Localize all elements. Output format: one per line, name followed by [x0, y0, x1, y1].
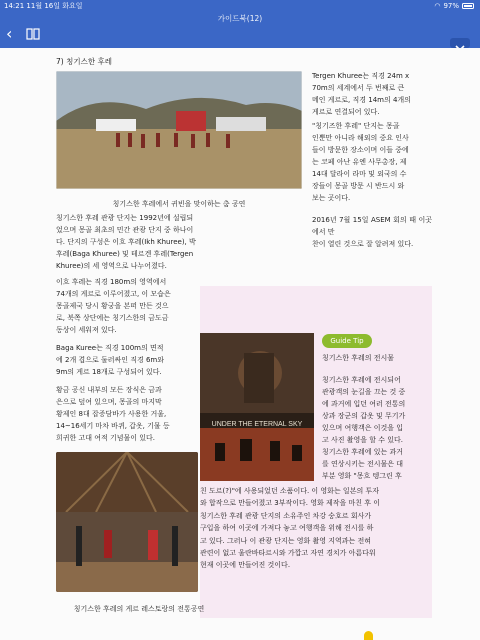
back-arrow-icon[interactable]: ‹	[6, 24, 13, 43]
section-heading: 7) 칭기스한 후레	[56, 57, 112, 66]
battery-percent: 97%	[443, 2, 459, 10]
tip-side-text: 칭기스한 후레에 전시되어 관광객의 눈길을 끄는 것 중 에 과거에 입던 여러 전통의 상과 장군의 갑옷 및 무기가 있으며 여행객은 이것을 입 고 사진 촬영을 할 수 있다. 칭기스한 후레에 있는 과거 를 연상시키는 전시물은 대 부분 영화 "몽흐 텡그린 후	[322, 376, 406, 480]
bottom-photo-caption: 칭기스한 후레의 게르 레스토랑의 전통공연	[73, 605, 205, 613]
tip-title: 칭기스한 후레의 전시물	[322, 354, 395, 362]
movie-poster-image	[200, 333, 314, 481]
book-page	[0, 48, 480, 640]
collapse-button[interactable]	[450, 38, 470, 48]
right-column-text: Tergen Khuree는 직경 24m x 70m의 세계에서 두 번째로 큰 메인 게르로, 직경 14m의 4개의 게르로 연결되어 있다. "칭기즈한 후레" 단지는 몽골 인뿐만 아니라 해외의 중요 인사 들이 방문한 장소이며 이들 중에 는 코페 아난 유엔 사무총장, 제 14대 달라이 라마 및 외국의 수 장들이 몽골 방문 시 반드시 와 보는 곳이다.	[312, 72, 411, 202]
poster-title-text: UNDER THE ETERNAL SKY	[211, 421, 303, 428]
nav-title: 가이드북(12)	[217, 14, 263, 23]
left-column-baga: Baga Kuree는 직경 100m의 면적 에 2개 겹으로 둘러싸인 직경 6m와 9m의 게르 18개로 구성되어 있다.	[56, 344, 164, 376]
guide-tip-badge: Guide Tip	[322, 334, 372, 348]
top-photo-caption: 칭기스한 후레에서 귀빈을 맞이하는 춤 공연	[112, 200, 246, 208]
nav-bar	[0, 12, 480, 48]
ger-restaurant-photo	[56, 452, 198, 592]
book-icon[interactable]	[26, 28, 40, 40]
page-marker	[364, 631, 373, 640]
tip-full-text: 친 도르(?)"에 사용되었던 소품이다. 이 영화는 일본의 투자 와 합작으로 만들어졌고 3부작이다. 영화 제작을 마친 후 이 칭기스한 후레 관광 단지의 소유주인 차강 숭호르 회사가 구입을 하여 이곳에 가져다 놓고 여행객을 위해 전시를 하 고 있다. 그러나 이 관광 단지는 영화 촬영 지역과는 전혀 관련이 없고 울란바타르시와 가깝고 자연 경치가 아름다워 현재 이곳에 만들어진 것이다.	[200, 487, 381, 570]
left-column-intro: 칭기스한 후레 관광 단지는 1992년에 설립되 었으며 몽골 최초의 민간 관광 단지 중 하나이 다. 단지의 구성은 이흐 후레(Ikh Khuree), 박 후레(Baga Khuree) 및 테르겐 후레(Tergen Khuree)의 세 영역으로 나누어졌다.	[56, 214, 196, 270]
status-icons	[434, 0, 474, 12]
left-column-ikh: 이흐 후레는 직경 180m의 영역에서 74개의 게르로 이루어졌고, 이 모습은 몽골제국 당시 황궁을 본떠 만든 것으 로, 북쪽 상단에는 칭기스한의 금도금 동상이 세워져 있다.	[56, 278, 171, 334]
wifi-icon: ◠	[434, 2, 441, 10]
asem-text: 2016년 7월 15일 ASEM 회의 때 이곳에서 만 찬이 열린 것으로 잘 알려져 있다.	[312, 216, 432, 248]
status-bar	[0, 0, 480, 12]
dance-performance-photo	[56, 71, 302, 189]
left-column-golden: 황금 공신 내부의 모든 장식은 금과 은으로 덮여 있으며, 몽골의 마지막 황제인 8대 잡증담바가 사용한 거울, 14~16세기 마차 바퀴, 갑옷, 기물 등 희귀한 고대 여적 기념물이 있다.	[56, 386, 170, 442]
battery-icon	[462, 3, 474, 9]
status-time: 14:21 11월 16일 화요일	[4, 2, 83, 10]
